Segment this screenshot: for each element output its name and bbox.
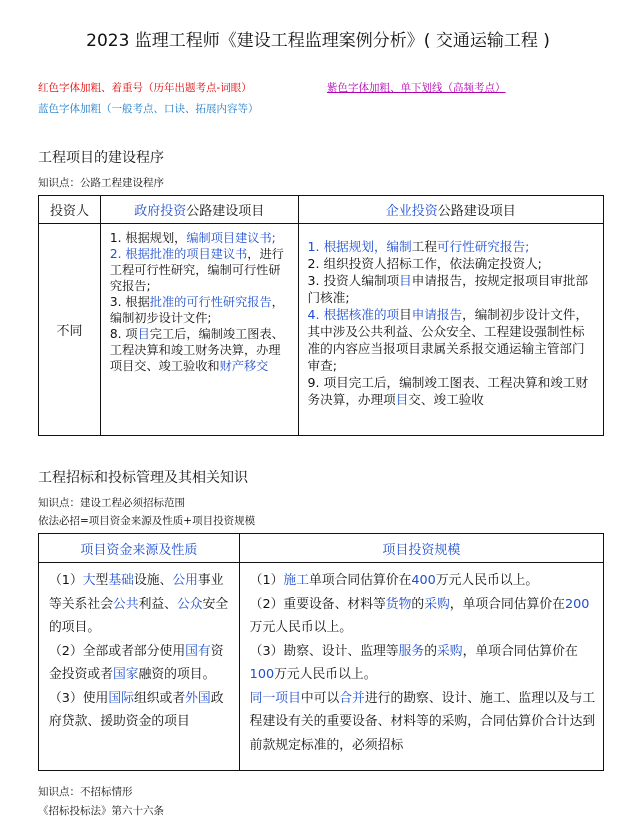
construction-procedure-table [38, 195, 604, 436]
text-emph: 采购 [436, 643, 463, 659]
text: （2）全部或者部分使用 [49, 643, 186, 659]
text-emph: 公共 [112, 596, 139, 612]
text: 万元人民币以上。 [435, 573, 539, 588]
text: 交、竣工验收 [408, 392, 484, 407]
header-source: 项目资金来源及性质 [39, 534, 240, 563]
text: 的 [411, 596, 425, 612]
text: 进行的勘察、设计、施工、监理以及与工程建设有关的重要设备、材料等的采购，合同估算价合计达到前款规定标准的，必须招标 [249, 690, 596, 753]
source-item-2 [49, 640, 232, 687]
text-emph: 目 [395, 392, 409, 407]
scale-item-1 [250, 569, 596, 593]
text: 9. 项目完工后，编制竣工图表、工程决算和竣工财务决算，办理项 [307, 375, 589, 407]
legend-blue: 蓝色字体加粗（一般考点、口诀、拓展内容等） [38, 103, 259, 115]
text: 利益、 [138, 596, 177, 612]
page-title: 2023 监理工程师《建设工程监理案例分析》( 交通运输工程 ) [86, 31, 550, 51]
text-emph: 国有 [185, 643, 211, 659]
text-emph: 4. 根据核准的项 [307, 307, 400, 322]
mandatory-tender-table [38, 533, 604, 771]
text: 3. 根据 [109, 295, 150, 309]
fund-source-list [39, 563, 240, 771]
ent-step-1 [308, 238, 596, 255]
text-emph: 国际 [108, 690, 134, 706]
header-gov [100, 196, 298, 224]
section2-knowledge: 知识点：建设工程必须招标范围 [38, 497, 185, 509]
text: 政府贷款、援助资金的项目 [49, 690, 224, 729]
text-emph: 目 [399, 273, 412, 288]
header-gov-rest: 公路建设项目 [186, 204, 265, 219]
section1-heading: 工程项目的建设程序 [38, 150, 164, 166]
text: 组织或者 [133, 690, 186, 706]
text: 2. 组织投资人招标工作，依法确定投资人; [307, 256, 542, 271]
text-emph: 批准的可行性研究报告 [149, 295, 272, 309]
text-emph: 财产移交 [219, 359, 269, 373]
text-emph: 可行性研究报告; [436, 239, 530, 254]
text: ，进行工程可行性研究，编制可行性研究报告; [109, 247, 284, 293]
scale-item-2 [250, 593, 596, 640]
text: （3）勘察、设计、监理等 [249, 643, 399, 659]
scale-item-4 [250, 687, 596, 758]
footer-law: 《招标投标法》第六十六条 [38, 805, 164, 817]
text: 万元人民币以上。 [274, 667, 377, 682]
text: 1. 根据规划， [109, 231, 187, 245]
text-emph: 大 [82, 573, 96, 588]
section2-mnemonic: 依法必招=项目资金来源及性质+项目投资规模 [38, 515, 256, 527]
text-emph: 施工 [283, 573, 310, 588]
text-emph: 申请报告 [411, 307, 463, 322]
text: （1） [49, 573, 83, 588]
text: 型 [95, 573, 109, 588]
text: 3. 投资人编制项 [307, 273, 400, 288]
text: 安全的项目。 [49, 596, 229, 635]
text: （3）使用 [49, 690, 109, 706]
ent-steps [298, 224, 603, 436]
text-emph: 服务 [398, 643, 425, 659]
text-emph: 400 [411, 573, 436, 588]
gov-steps [100, 224, 298, 436]
section2-heading: 工程招标和投标管理及其相关知识 [38, 470, 248, 486]
text: ，编制初步设计文件; [109, 295, 284, 325]
text-emph: 200 [564, 596, 590, 612]
text: （2）重要设备、材料等 [249, 596, 386, 612]
gov-step-1 [110, 230, 291, 246]
text: 工程 [411, 239, 437, 254]
header-ent-rest: 公路建设项目 [437, 204, 516, 219]
text-emph: 基础 [108, 573, 134, 588]
header-ent [298, 196, 603, 224]
text-emph: 编制项目建议书; [186, 231, 276, 245]
text-emph: 货物 [385, 596, 412, 612]
text: 单项合同估算价在 [309, 573, 412, 588]
text: 资金投资或者 [49, 643, 224, 682]
text: 8. 项 [109, 327, 138, 341]
ent-step-9 [308, 374, 596, 408]
text: 事业等关系社会 [49, 573, 224, 612]
gov-step-2 [110, 246, 291, 294]
investment-scale-list [239, 563, 603, 771]
text-emph: 同一项目 [249, 690, 301, 706]
row-label: 不同 [39, 224, 101, 436]
table-header-row [39, 196, 604, 224]
ent-step-2 [308, 255, 596, 272]
gov-step-8 [110, 326, 291, 374]
text-emph: 采购 [424, 596, 450, 612]
table-row [39, 224, 604, 436]
text-emph: 公众 [176, 596, 203, 612]
text-emph: 100 [249, 667, 275, 682]
text: 中可以 [300, 690, 340, 706]
text: ，单项合同估算价在 [462, 643, 578, 659]
text-emph: 目 [137, 327, 150, 341]
text-emph: 2. 根据批准的项目建议书 [109, 247, 248, 261]
text: ，编制初步设计文件，其中涉及公共利益、公众安全、工程建设强制性标准的内容应当报项目隶属关系报交通运输主管部门审查; [307, 307, 589, 373]
footer-knowledge: 知识点：不招标情形 [38, 786, 133, 798]
text: 申请报告，按规定报项目审批部门核准; [307, 273, 589, 305]
text: 融资的项目。 [138, 667, 216, 682]
section1-knowledge: 知识点：公路工程建设程序 [38, 177, 164, 189]
source-item-1 [49, 569, 232, 640]
text: （1） [249, 573, 284, 588]
text: ，单项合同估算价在 [449, 596, 565, 612]
text: 万元人民币以上。 [249, 620, 353, 635]
text-emph: 1. 根据规划，编制 [307, 239, 412, 254]
header-ent-emph: 企业投资 [385, 204, 438, 219]
legend-purple: 紫色字体加粗、单下划线（高频考点） [327, 82, 506, 94]
header-investor: 投资人 [39, 196, 101, 224]
text: 完工后，编制竣工图表、工程决算和竣工财务决算，办理项目交、竣工验收和 [109, 327, 284, 373]
source-item-3 [49, 687, 232, 734]
table-row [39, 563, 604, 771]
gov-step-3 [110, 294, 291, 326]
text: 目 [399, 307, 412, 322]
scale-item-3 [250, 640, 596, 687]
ent-step-4 [308, 306, 596, 374]
legend-red: 红色字体加粗、着重号（历年出题考点-词眼） [38, 82, 252, 94]
header-gov-emph: 政府投资 [134, 204, 187, 219]
text-emph: 国家 [112, 667, 139, 682]
header-scale: 项目投资规模 [239, 534, 603, 563]
text: 设施、 [133, 573, 173, 588]
text-emph: 外国 [185, 690, 211, 706]
table-header-row [39, 534, 604, 563]
ent-step-3 [308, 272, 596, 306]
text-emph: 公用 [172, 573, 198, 588]
text-emph: 合并 [339, 690, 365, 706]
text: 的 [424, 643, 437, 659]
